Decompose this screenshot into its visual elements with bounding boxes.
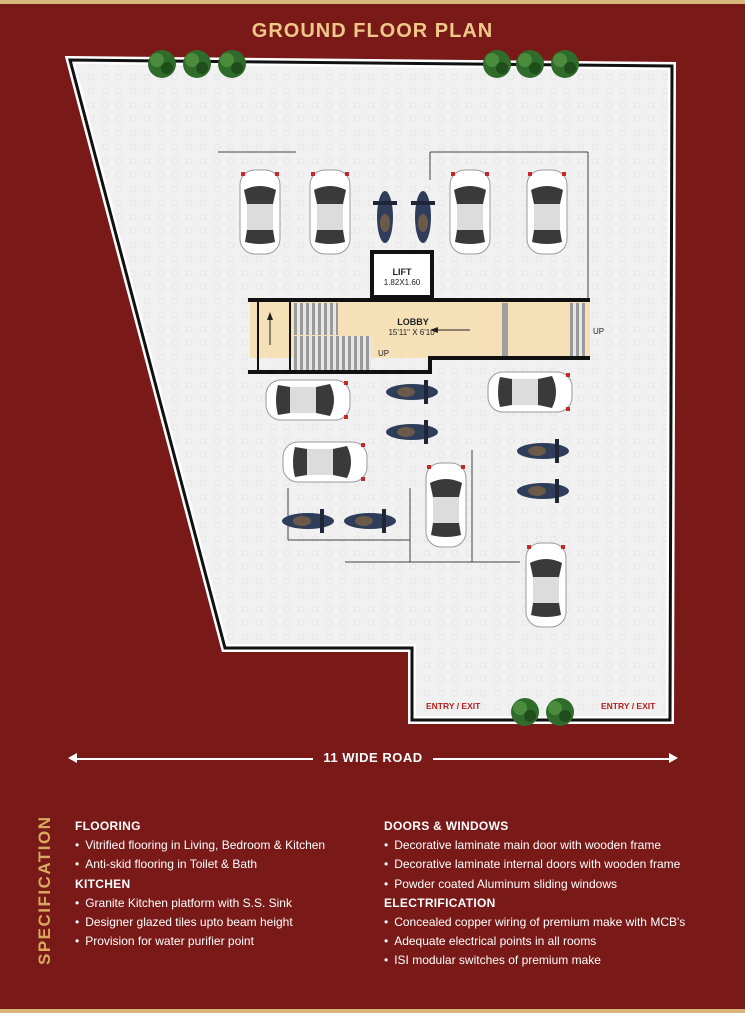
stairs-up-label: UP (378, 349, 390, 358)
bush-group-right (483, 50, 579, 78)
spec-item: • Provision for water purifier point (75, 932, 325, 951)
entry-exit-left: ENTRY / EXIT (426, 701, 481, 711)
spec-item: • Granite Kitchen platform with S.S. Sink (75, 894, 325, 913)
car (283, 442, 367, 482)
spec-column-right (384, 817, 685, 971)
site-boundary (70, 60, 672, 720)
car (488, 372, 572, 412)
spec-item: • Decorative laminate main door with wooden frame (384, 836, 685, 855)
spec-heading: ELECTRIFICATION (384, 895, 496, 910)
spec-item: • Decorative laminate internal doors with wooden frame (384, 855, 685, 874)
spec-heading: DOORS & WINDOWS (384, 819, 509, 833)
stairs-upper (293, 303, 338, 335)
spec-item: • Designer glazed tiles upto beam height (75, 913, 325, 932)
spec-heading: KITCHEN (75, 876, 131, 891)
bottom-border (0, 1009, 745, 1013)
ramp-up-label: UP (593, 327, 605, 336)
spec-item: • ISI modular switches of premium make (384, 951, 685, 970)
bush-group-left (148, 50, 246, 78)
lift-label: LIFT (392, 267, 412, 277)
page-title: GROUND FLOOR PLAN (251, 20, 494, 42)
car (527, 170, 567, 254)
car (426, 463, 466, 547)
lobby-label: LOBBY (397, 317, 429, 327)
lift-size: 1.82X1.60 (383, 278, 421, 287)
spec-item: • Vitrified flooring in Living, Bedroom & Kitchen (75, 836, 325, 855)
road-label: 11 WIDE ROAD (313, 750, 432, 765)
car (310, 170, 350, 254)
car (240, 170, 280, 254)
spec-column-left (75, 817, 325, 951)
specification-label: SPECIFICATION (35, 815, 54, 965)
lobby-size: 15'11" X 6'10" (388, 328, 438, 337)
spec-item: • Anti-skid flooring in Toilet & Bath (75, 855, 325, 874)
car (266, 380, 350, 420)
spec-item: • Adequate electrical points in all rooms (384, 932, 685, 951)
stairs-lower (293, 336, 371, 372)
car (526, 543, 566, 627)
spec-item: • Concealed copper wiring of premium make with MCB's (384, 913, 685, 932)
spec-item: • Powder coated Aluminum sliding windows (384, 875, 685, 894)
spec-heading: FLOORING (75, 819, 141, 833)
entry-exit-right: ENTRY / EXIT (601, 701, 656, 711)
road-indicator (68, 748, 678, 768)
car (450, 170, 490, 254)
